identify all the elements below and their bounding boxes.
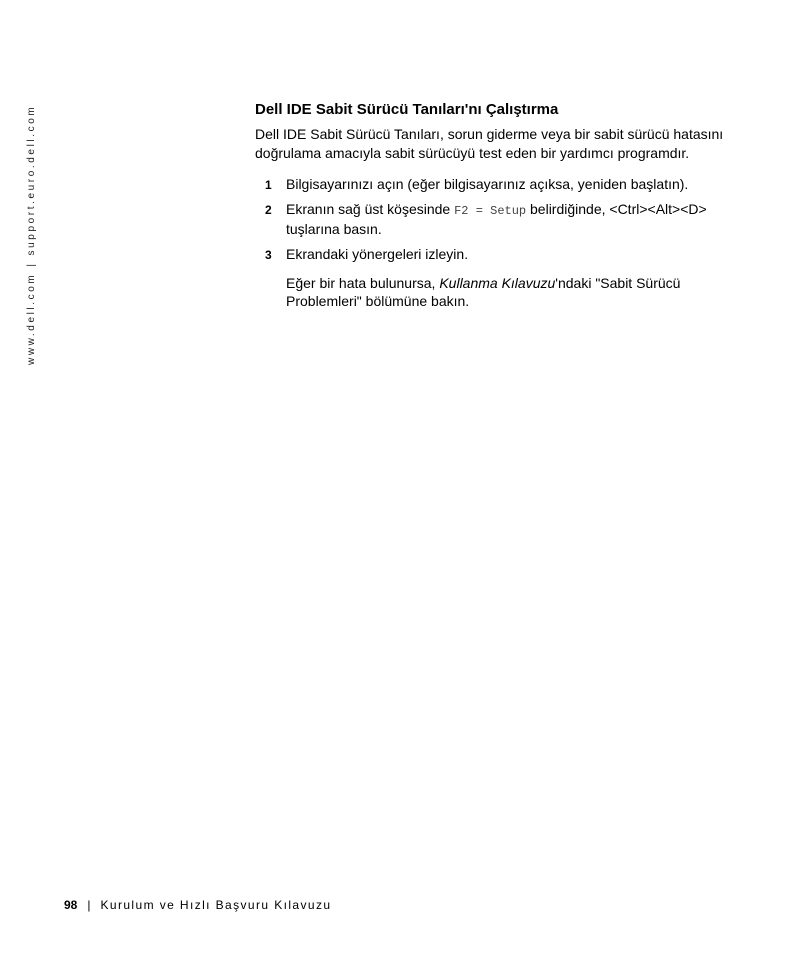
key-code: F2 = Setup (454, 204, 527, 218)
step-number: 1 (265, 178, 272, 192)
step-number: 2 (265, 203, 272, 217)
step-3 (255, 245, 725, 263)
step-note (255, 274, 725, 310)
step-number: 3 (265, 248, 272, 262)
note-text-after: 'ndaki "Sabit Sürücü Problemleri" bölümüne bakın. (286, 275, 681, 309)
footer-separator: | (87, 898, 91, 912)
guide-title: Kurulum ve Hızlı Başvuru Kılavuzu (100, 898, 332, 912)
page-footer (64, 898, 331, 912)
sidebar-url-main: www.dell.com (26, 272, 37, 365)
section-title: Dell IDE Sabit Sürücü Tanıları'nı Çalıştırma (255, 101, 559, 118)
step-text-before: Ekranın sağ üst köşesinde (286, 201, 455, 217)
step-2 (255, 200, 725, 238)
page-number: 98 (64, 898, 78, 912)
sidebar-url (26, 105, 37, 365)
sidebar-url-support: support.euro.dell.com (26, 104, 37, 256)
step-1 (255, 175, 725, 193)
step-text: Bilgisayarınızı açın (eğer bilgisayarınız açıksa, yeniden başlatın). (286, 176, 689, 192)
main-content (255, 99, 725, 310)
note-text-before: Eğer bir hata bulunursa, (286, 275, 440, 291)
step-text: Ekrandaki yönergeleri izleyin. (286, 246, 469, 262)
steps-list (255, 175, 725, 310)
step-text-after: belirdiğinde, <Ctrl><Alt><D> tuşlarına basın. (286, 201, 707, 237)
section-intro: Dell IDE Sabit Sürücü Tanıları, sorun giderme veya bir sabit sürücü hatasını doğrulama amacıyla sabit sürücüyü test eden bir yardımcı programdır. (255, 126, 724, 161)
sidebar-separator: | (26, 261, 37, 267)
manual-reference: Kullanma Kılavuzu (439, 275, 556, 291)
